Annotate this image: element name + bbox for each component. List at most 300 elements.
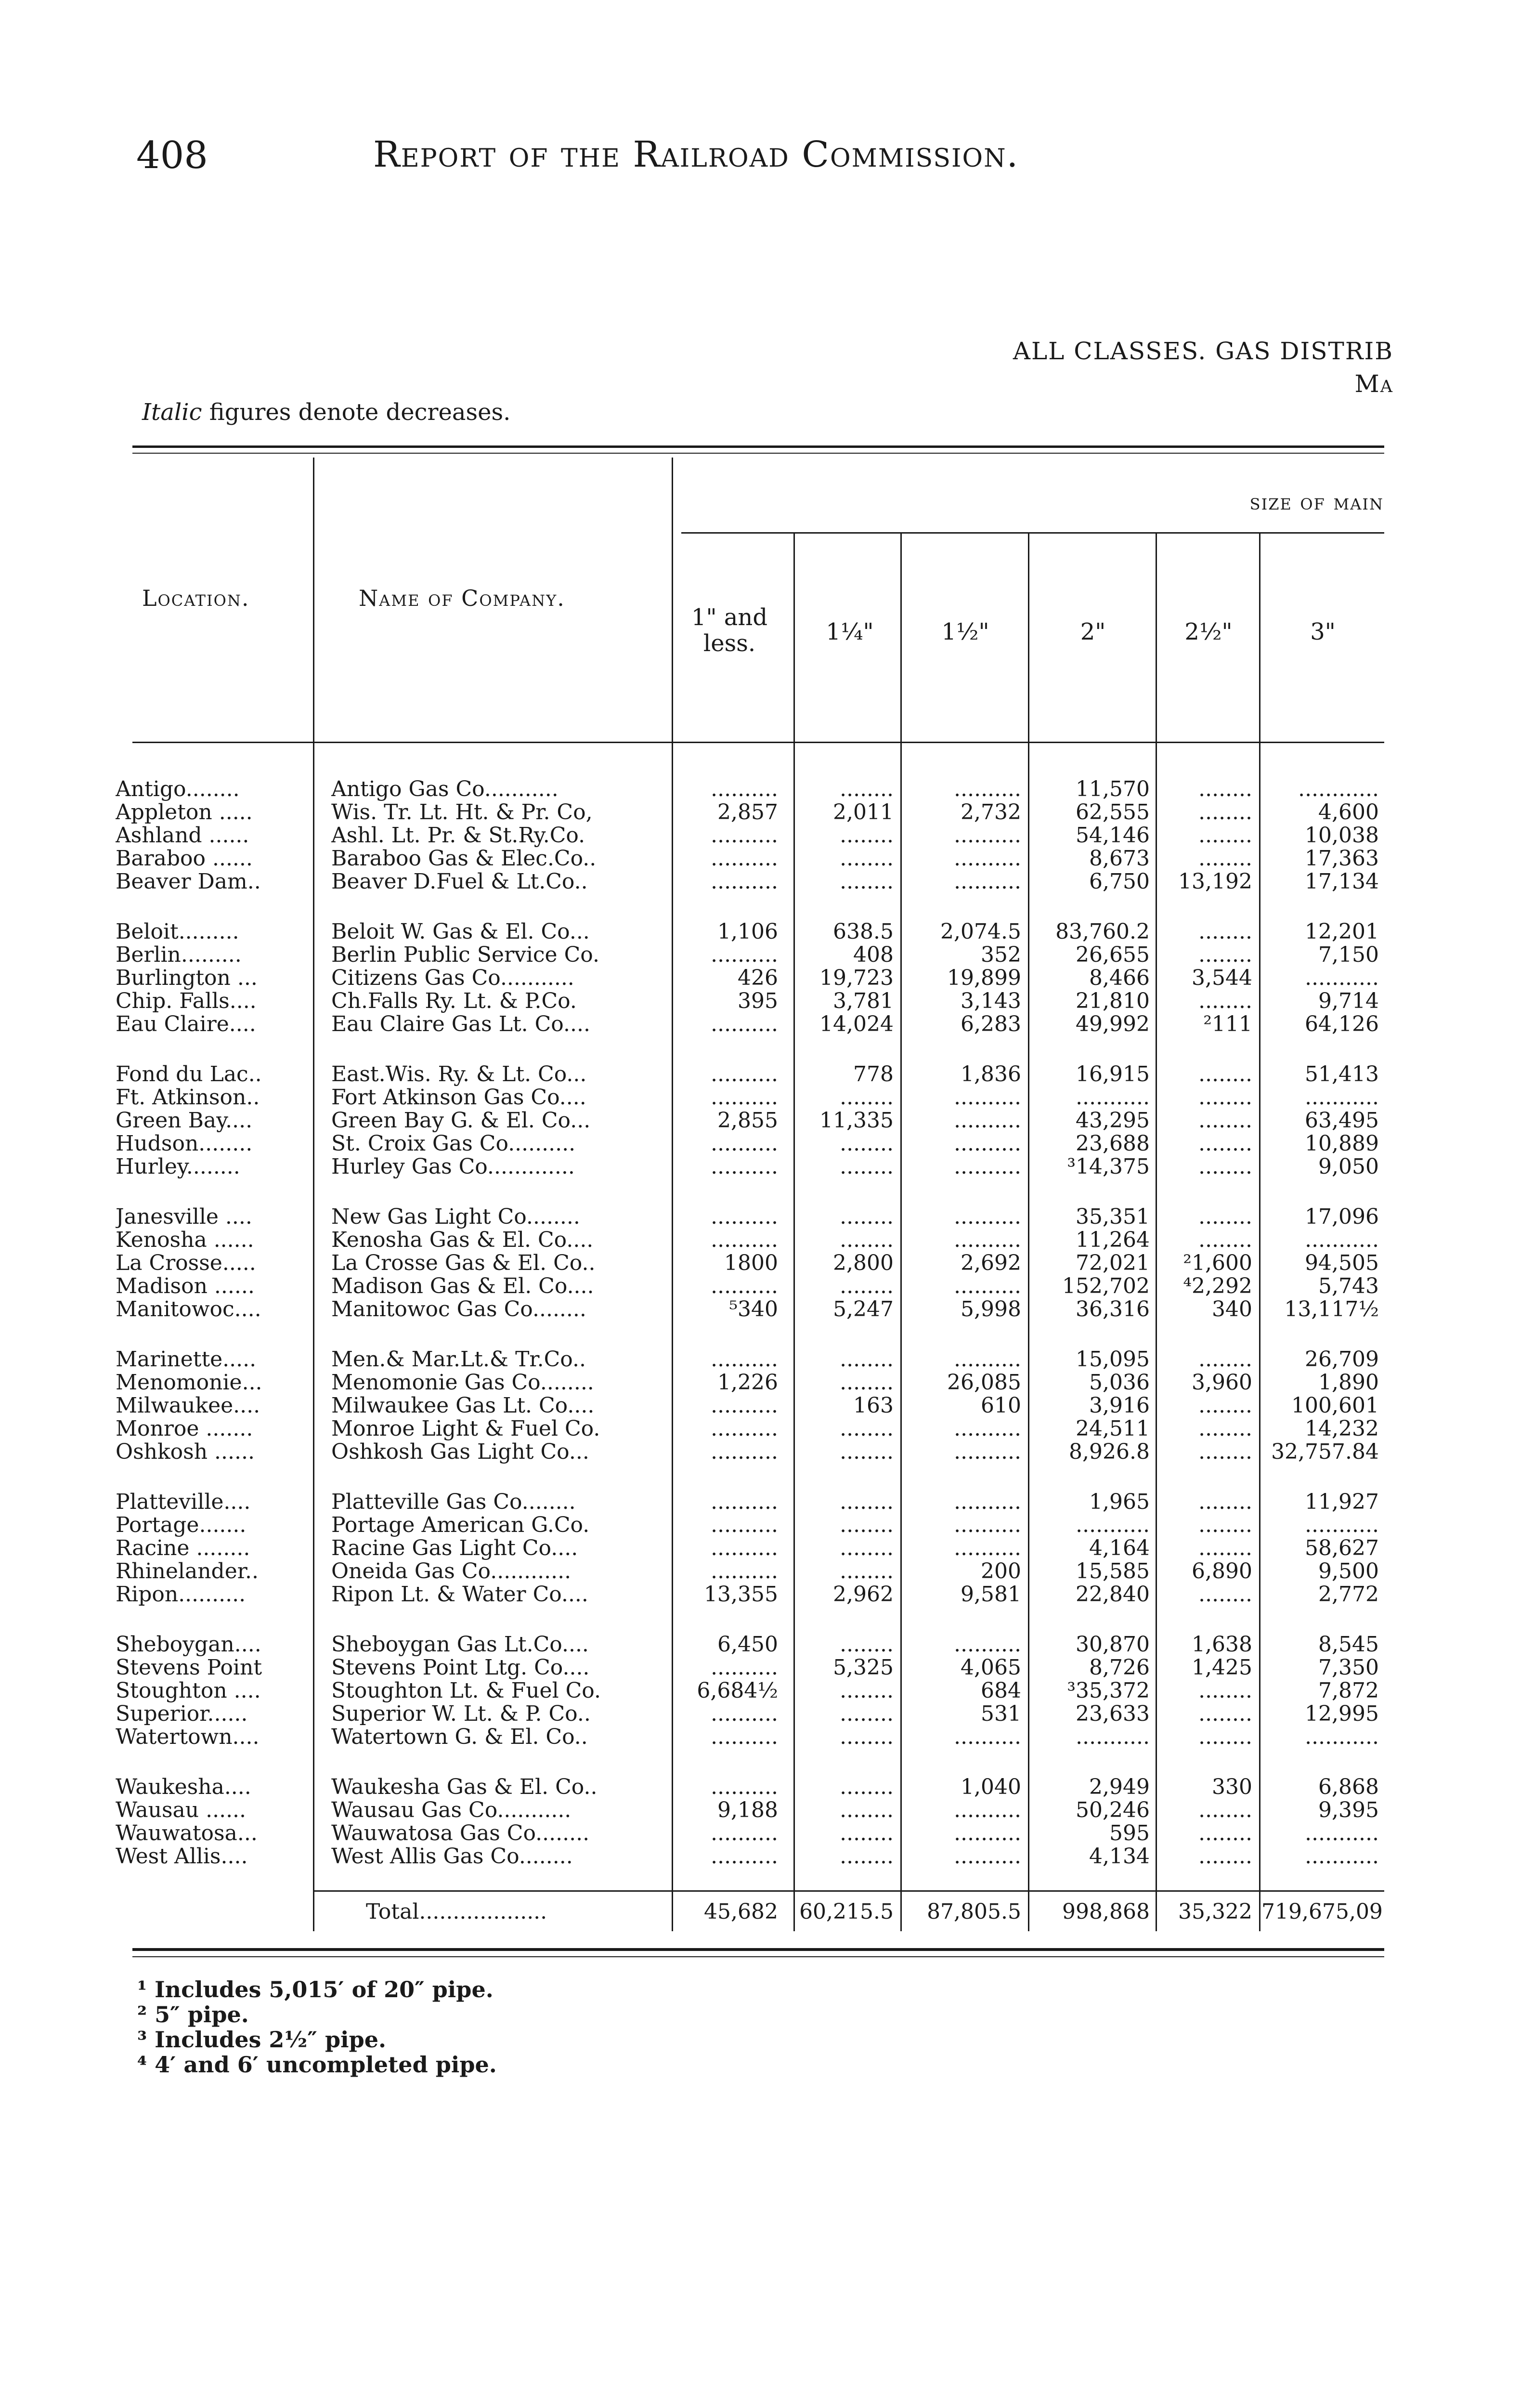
location-cell: Racine ........	[116, 1537, 250, 1560]
location-cell: Green Bay....	[116, 1109, 253, 1132]
footnote-2: ² 5″ pipe.	[137, 2002, 249, 2028]
company-cell: Citizens Gas Co...........	[331, 967, 574, 990]
value-cell: 3,143	[961, 989, 1021, 1013]
value-cell: 10,889	[1305, 1131, 1379, 1156]
company-cell: Green Bay G. & El. Co...	[331, 1109, 591, 1132]
company-cell: Baraboo Gas & Elec.Co..	[331, 847, 597, 870]
value-cell: ........	[1198, 1701, 1252, 1726]
value-cell: ..........	[711, 1440, 778, 1464]
value-cell: ..........	[711, 1559, 778, 1584]
value-cell: ........	[1198, 942, 1252, 967]
table-subtitle-line-2: Ma	[1354, 370, 1393, 398]
value-cell: 2,732	[961, 800, 1021, 824]
footnote-4: ⁴ 4′ and 6′ uncompleted pipe.	[137, 2052, 497, 2078]
company-cell: Ashl. Lt. Pr. & St.Ry.Co.	[331, 824, 585, 847]
location-cell: Marinette.....	[116, 1348, 257, 1371]
value-cell: 2,692	[961, 1251, 1021, 1275]
value-cell: ........	[840, 869, 894, 894]
value-cell: ........	[1198, 919, 1252, 944]
running-head: Report of the Railroad Commission.	[373, 134, 1019, 175]
value-cell: 8,926.8	[1069, 1440, 1150, 1464]
value-cell: 4,065	[961, 1655, 1021, 1680]
location-cell: Appleton .....	[116, 801, 253, 824]
value-cell: 2,772	[1318, 1582, 1379, 1607]
value-cell: ........	[840, 1536, 894, 1560]
location-cell: Milwaukee....	[116, 1394, 260, 1417]
table-subtitle-line-1: ALL CLASSES. GAS DISTRIB	[1013, 337, 1393, 365]
italic-note-word: Italic	[142, 399, 202, 426]
value-cell: 12,995	[1305, 1701, 1379, 1726]
value-cell: ........	[840, 1490, 894, 1514]
value-cell: 24,511	[1076, 1416, 1150, 1441]
location-cell: Ft. Atkinson..	[116, 1086, 260, 1109]
italic-note-text: figures denote decreases.	[202, 399, 511, 426]
value-cell: ........	[1198, 1582, 1252, 1607]
value-cell: 21,810	[1076, 989, 1150, 1013]
value-cell: 2,074.5	[940, 919, 1021, 944]
top-rule-thick	[132, 445, 1384, 448]
value-cell: ..........	[711, 1228, 778, 1252]
value-cell: ²1,600	[1183, 1251, 1252, 1275]
value-cell: ........	[840, 1154, 894, 1179]
value-cell: 8,673	[1089, 846, 1150, 871]
location-cell: Superior......	[116, 1702, 248, 1726]
company-cell: Wauwatosa Gas Co........	[331, 1822, 590, 1845]
value-cell: ..........	[711, 1274, 778, 1298]
value-cell: ........	[1198, 1204, 1252, 1229]
header-bottom-rule	[132, 742, 1384, 743]
value-cell: ..........	[711, 1490, 778, 1514]
value-cell: 50,246	[1076, 1798, 1150, 1822]
value-cell: 6,450	[717, 1632, 778, 1657]
company-cell: Superior W. Lt. & P. Co..	[331, 1702, 591, 1726]
value-cell: ²111	[1203, 1012, 1252, 1036]
value-cell: ..........	[711, 823, 778, 848]
value-cell: 2,855	[717, 1108, 778, 1133]
value-cell: 3,960	[1192, 1370, 1252, 1395]
value-cell: 7,872	[1318, 1678, 1379, 1703]
value-cell: ..........	[954, 1490, 1021, 1514]
value-cell: ........	[1198, 1821, 1252, 1845]
company-cell: Portage American G.Co.	[331, 1514, 590, 1537]
value-cell: 2,800	[833, 1251, 894, 1275]
location-cell: Baraboo ......	[116, 847, 253, 870]
value-cell: ........	[1198, 1347, 1252, 1372]
value-cell: ........	[840, 777, 894, 801]
value-cell: ........	[1198, 777, 1252, 801]
value-cell: ........	[840, 1274, 894, 1298]
location-cell: Oshkosh ......	[116, 1440, 255, 1464]
value-cell: 17,096	[1305, 1204, 1379, 1229]
value-cell: ..........	[954, 1440, 1021, 1464]
value-cell: ..........	[954, 1085, 1021, 1110]
value-cell: 64,126	[1305, 1012, 1379, 1036]
value-cell: ........	[1198, 1725, 1252, 1749]
company-cell: Menomonie Gas Co........	[331, 1371, 594, 1394]
value-cell: ..........	[711, 1012, 778, 1036]
value-cell: 340	[1212, 1297, 1252, 1322]
company-cell: Oshkosh Gas Light Co...	[331, 1440, 589, 1464]
value-cell: 1,836	[961, 1062, 1021, 1086]
company-cell: Watertown G. & El. Co..	[331, 1726, 588, 1749]
company-cell: La Crosse Gas & El. Co..	[331, 1252, 596, 1275]
company-cell: Men.& Mar.Lt.& Tr.Co..	[331, 1348, 586, 1371]
value-cell: ..........	[954, 1844, 1021, 1869]
value-cell: ........	[840, 1347, 894, 1372]
value-cell: 8,726	[1089, 1655, 1150, 1680]
location-cell: Watertown....	[116, 1726, 260, 1749]
value-cell: ........	[1198, 846, 1252, 871]
value-cell: 10,038	[1305, 823, 1379, 848]
total-rule	[313, 1890, 1384, 1892]
value-cell: ..........	[954, 1725, 1021, 1749]
value-cell: ........	[840, 1678, 894, 1703]
value-cell: 17,363	[1305, 846, 1379, 871]
italic-note	[142, 399, 510, 426]
value-cell: ...........	[1305, 1844, 1379, 1869]
location-cell: Manitowoc....	[116, 1298, 261, 1321]
value-cell: ..........	[711, 1085, 778, 1110]
value-cell: 5,247	[833, 1297, 894, 1322]
value-cell: 9,188	[717, 1798, 778, 1822]
column-rule	[1156, 534, 1157, 1931]
value-cell: 100,601	[1291, 1393, 1379, 1418]
value-cell: 531	[981, 1701, 1021, 1726]
value-cell: ........	[1198, 1416, 1252, 1441]
value-cell: 1,040	[961, 1775, 1021, 1799]
total-label: Total...................	[366, 1899, 547, 1924]
page-number: 408	[136, 134, 208, 177]
value-cell: ...........	[1305, 1228, 1379, 1252]
value-cell: ...........	[1305, 966, 1379, 990]
value-cell: ..........	[711, 1725, 778, 1749]
location-cell: Fond du Lac..	[116, 1063, 262, 1086]
value-cell: 1,638	[1192, 1632, 1252, 1657]
value-cell: ..........	[711, 1062, 778, 1086]
value-cell: 14,232	[1305, 1416, 1379, 1441]
value-cell: ........	[840, 1559, 894, 1584]
value-cell: 12,201	[1305, 919, 1379, 944]
location-cell: Hudson........	[116, 1132, 253, 1155]
company-cell: Waukesha Gas & El. Co..	[331, 1776, 598, 1799]
value-cell: ........	[1198, 1154, 1252, 1179]
total-value-cell: 998,868	[1062, 1899, 1150, 1924]
value-cell: ..........	[711, 1655, 778, 1680]
value-cell: ........	[1198, 1108, 1252, 1133]
location-cell: Madison ......	[116, 1275, 255, 1298]
total-value-cell: 35,322	[1178, 1899, 1252, 1924]
value-cell: ..........	[711, 1844, 778, 1869]
company-cell: Ch.Falls Ry. Lt. & P.Co.	[331, 990, 577, 1013]
company-cell: Beaver D.Fuel & Lt.Co..	[331, 870, 588, 893]
value-cell: 200	[981, 1559, 1021, 1584]
value-cell: 35,351	[1076, 1204, 1150, 1229]
location-cell: Beloit.........	[116, 920, 239, 943]
value-cell: ........	[840, 1632, 894, 1657]
value-cell: ...........	[1305, 1821, 1379, 1845]
location-cell: La Crosse.....	[116, 1252, 256, 1275]
value-cell: 6,283	[961, 1012, 1021, 1036]
value-cell: ........	[1198, 1536, 1252, 1560]
value-cell: ........	[840, 1775, 894, 1799]
value-cell: ........	[840, 1798, 894, 1822]
location-cell: Berlin.........	[116, 943, 242, 967]
location-cell: Antigo........	[116, 778, 240, 801]
value-cell: ..........	[954, 1274, 1021, 1298]
location-cell: Kenosha ......	[116, 1229, 254, 1252]
value-cell: 43,295	[1076, 1108, 1150, 1133]
value-cell: 2,857	[717, 800, 778, 824]
column-rule	[1259, 534, 1260, 1931]
value-cell: 13,117½	[1284, 1297, 1379, 1322]
value-cell: 36,316	[1076, 1297, 1150, 1322]
value-cell: 62,555	[1076, 800, 1150, 824]
company-cell: Sheboygan Gas Lt.Co....	[331, 1633, 589, 1656]
value-cell: ..........	[954, 846, 1021, 871]
value-cell: ........	[840, 823, 894, 848]
value-cell: ⁵340	[729, 1297, 778, 1322]
location-cell: West Allis....	[116, 1845, 248, 1868]
value-cell: 6,684½	[697, 1678, 778, 1703]
value-cell: ...........	[1076, 1725, 1150, 1749]
value-cell: 49,992	[1076, 1012, 1150, 1036]
value-cell: 408	[853, 942, 894, 967]
value-cell: ...........	[1305, 1725, 1379, 1749]
footnote-3: ³ Includes 2½″ pipe.	[137, 2027, 387, 2053]
value-cell: 2,962	[833, 1582, 894, 1607]
value-cell: ³14,375	[1067, 1154, 1150, 1179]
value-cell: ........	[840, 1204, 894, 1229]
location-cell: Eau Claire....	[116, 1013, 256, 1036]
value-cell: 395	[738, 989, 778, 1013]
location-cell: Portage.......	[116, 1514, 247, 1537]
location-cell: Beaver Dam..	[116, 870, 261, 893]
value-cell: 15,585	[1076, 1559, 1150, 1584]
total-value-cell: 60,215.5	[799, 1899, 894, 1924]
company-cell: East.Wis. Ry. & Lt. Co...	[331, 1063, 587, 1086]
column-rule	[900, 534, 902, 1931]
company-cell: Antigo Gas Co...........	[331, 778, 559, 801]
value-cell: ..........	[711, 942, 778, 967]
value-cell: ..........	[954, 869, 1021, 894]
value-cell: 83,760.2	[1055, 919, 1150, 944]
company-cell: Berlin Public Service Co.	[331, 943, 599, 967]
location-cell: Wauwatosa...	[116, 1822, 258, 1845]
location-cell: Burlington ...	[116, 967, 258, 990]
location-cell: Ripon..........	[116, 1583, 246, 1606]
header-size-of-main: size of main	[1249, 489, 1384, 515]
column-rule	[672, 458, 673, 1931]
value-cell: 1,106	[717, 919, 778, 944]
value-cell: 1800	[724, 1251, 778, 1275]
value-cell: 778	[853, 1062, 894, 1086]
company-cell: Milwaukee Gas Lt. Co....	[331, 1394, 595, 1417]
location-cell: Monroe .......	[116, 1417, 253, 1440]
value-cell: 6,750	[1089, 869, 1150, 894]
value-cell: ........	[840, 1131, 894, 1156]
value-cell: ..........	[954, 1131, 1021, 1156]
value-cell: ..........	[711, 777, 778, 801]
value-cell: ..........	[711, 1347, 778, 1372]
value-cell: 6,868	[1318, 1775, 1379, 1799]
value-cell: 1,890	[1318, 1370, 1379, 1395]
value-cell: 17,134	[1305, 869, 1379, 894]
value-cell: ..........	[711, 1416, 778, 1441]
value-cell: 330	[1212, 1775, 1252, 1799]
company-cell: West Allis Gas Co........	[331, 1845, 573, 1868]
company-cell: Stoughton Lt. & Fuel Co.	[331, 1679, 601, 1702]
col-head-3: 3"	[1310, 618, 1336, 645]
value-cell: ..........	[954, 1798, 1021, 1822]
value-cell: ........	[840, 1370, 894, 1395]
value-cell: ........	[1198, 1131, 1252, 1156]
value-cell: ........	[840, 1844, 894, 1869]
value-cell: 11,264	[1076, 1228, 1150, 1252]
value-cell: 72,021	[1076, 1251, 1150, 1275]
location-cell: Chip. Falls....	[116, 990, 257, 1013]
location-cell: Wausau ......	[116, 1799, 247, 1822]
value-cell: 8,545	[1318, 1632, 1379, 1657]
company-cell: Stevens Point Ltg. Co....	[331, 1656, 590, 1679]
total-value-cell: 87,805.5	[927, 1899, 1021, 1924]
value-cell: ..........	[954, 777, 1021, 801]
total-value-cell: 719,675,09	[1261, 1899, 1383, 1924]
value-cell: 9,500	[1318, 1559, 1379, 1584]
location-cell: Ashland ......	[116, 824, 249, 847]
value-cell: 1,226	[717, 1370, 778, 1395]
value-cell: ........	[840, 1440, 894, 1464]
value-cell: 19,723	[819, 966, 894, 990]
value-cell: ........	[1198, 1085, 1252, 1110]
column-rule	[793, 534, 795, 1931]
value-cell: ..........	[954, 1536, 1021, 1560]
header-location: Location.	[142, 585, 250, 611]
value-cell: 23,633	[1076, 1701, 1150, 1726]
value-cell: 3,544	[1192, 966, 1252, 990]
value-cell: ..........	[954, 823, 1021, 848]
value-cell: 5,998	[961, 1297, 1021, 1322]
value-cell: ........	[840, 1085, 894, 1110]
value-cell: 4,600	[1318, 800, 1379, 824]
value-cell: ..........	[711, 869, 778, 894]
value-cell: ........	[840, 1513, 894, 1537]
value-cell: 2,949	[1089, 1775, 1150, 1799]
value-cell: ........	[1198, 989, 1252, 1013]
company-cell: Wis. Tr. Lt. Ht. & Pr. Co,	[331, 801, 593, 824]
value-cell: ..........	[711, 846, 778, 871]
column-rule	[1028, 534, 1029, 1931]
company-cell: Platteville Gas Co........	[331, 1491, 576, 1514]
value-cell: ........	[1198, 1490, 1252, 1514]
value-cell: ........	[1198, 1062, 1252, 1086]
value-cell: 7,150	[1318, 942, 1379, 967]
company-cell: Beloit W. Gas & El. Co...	[331, 920, 590, 943]
value-cell: 14,024	[819, 1012, 894, 1036]
header-company: Name of Company.	[359, 585, 565, 611]
value-cell: ..........	[711, 1536, 778, 1560]
company-cell: Oneida Gas Co............	[331, 1560, 572, 1583]
location-cell: Rhinelander..	[116, 1560, 259, 1583]
value-cell: 54,146	[1076, 823, 1150, 848]
value-cell: ..........	[954, 1228, 1021, 1252]
value-cell: 16,915	[1076, 1062, 1150, 1086]
col-head-1-and-less: 1" and less.	[691, 604, 768, 657]
value-cell: 6,890	[1192, 1559, 1252, 1584]
value-cell: 426	[738, 966, 778, 990]
value-cell: 22,840	[1076, 1582, 1150, 1607]
company-cell: St. Croix Gas Co..........	[331, 1132, 576, 1155]
value-cell: ⁴2,292	[1183, 1274, 1252, 1298]
value-cell: 2,011	[833, 800, 894, 824]
value-cell: ........	[1198, 1393, 1252, 1418]
value-cell: 11,335	[819, 1108, 894, 1133]
value-cell: 5,036	[1089, 1370, 1150, 1395]
value-cell: 9,050	[1318, 1154, 1379, 1179]
location-cell: Janesville ....	[116, 1205, 252, 1229]
footnote-1: ¹ Includes 5,015′ of 20″ pipe.	[137, 1976, 494, 2002]
value-cell: 5,325	[833, 1655, 894, 1680]
value-cell: ..........	[954, 1204, 1021, 1229]
location-cell: Stevens Point	[116, 1656, 262, 1679]
value-cell: ........	[840, 1416, 894, 1441]
location-cell: Sheboygan....	[116, 1633, 261, 1656]
total-value-cell: 45,682	[704, 1899, 778, 1924]
value-cell: 13,355	[704, 1582, 778, 1607]
value-cell: ..........	[954, 1513, 1021, 1537]
company-cell: New Gas Light Co........	[331, 1205, 580, 1229]
value-cell: ........	[1198, 1440, 1252, 1464]
value-cell: 26,709	[1305, 1347, 1379, 1372]
value-cell: ...........	[1076, 1085, 1150, 1110]
value-cell: 13,192	[1178, 869, 1252, 894]
top-rule-thin	[132, 453, 1384, 454]
value-cell: ........	[840, 1821, 894, 1845]
value-cell: 352	[981, 942, 1021, 967]
company-cell: Manitowoc Gas Co........	[331, 1298, 586, 1321]
value-cell: ..........	[954, 1108, 1021, 1133]
value-cell: 5,743	[1318, 1274, 1379, 1298]
value-cell: ..........	[954, 1821, 1021, 1845]
col-head-1-half: 1½"	[941, 618, 989, 645]
value-cell: 23,688	[1076, 1131, 1150, 1156]
value-cell: 163	[853, 1393, 894, 1418]
value-cell: 152,702	[1062, 1274, 1150, 1298]
value-cell: ..........	[711, 1393, 778, 1418]
value-cell: 3,916	[1089, 1393, 1150, 1418]
value-cell: 11,570	[1076, 777, 1150, 801]
bottom-rule-thick	[132, 1948, 1384, 1951]
location-cell: Hurley........	[116, 1155, 240, 1178]
value-cell: 684	[981, 1678, 1021, 1703]
col-head-1-quarter: 1¼"	[826, 618, 874, 645]
value-cell: ..........	[711, 1204, 778, 1229]
value-cell: 7,350	[1318, 1655, 1379, 1680]
value-cell: 8,466	[1089, 966, 1150, 990]
company-cell: Eau Claire Gas Lt. Co....	[331, 1013, 590, 1036]
company-cell: Kenosha Gas & El. Co....	[331, 1229, 594, 1252]
company-cell: Racine Gas Light Co....	[331, 1537, 578, 1560]
value-cell: ........	[840, 846, 894, 871]
footnotes	[137, 1977, 497, 2077]
value-cell: 30,870	[1076, 1632, 1150, 1657]
value-cell: 58,627	[1305, 1536, 1379, 1560]
value-cell: ..........	[711, 1701, 778, 1726]
bottom-rule-thin	[132, 1956, 1384, 1957]
value-cell: ...........	[1305, 1513, 1379, 1537]
location-cell: Stoughton ....	[116, 1679, 261, 1702]
value-cell: 1,965	[1089, 1490, 1150, 1514]
value-cell: ..........	[954, 1632, 1021, 1657]
